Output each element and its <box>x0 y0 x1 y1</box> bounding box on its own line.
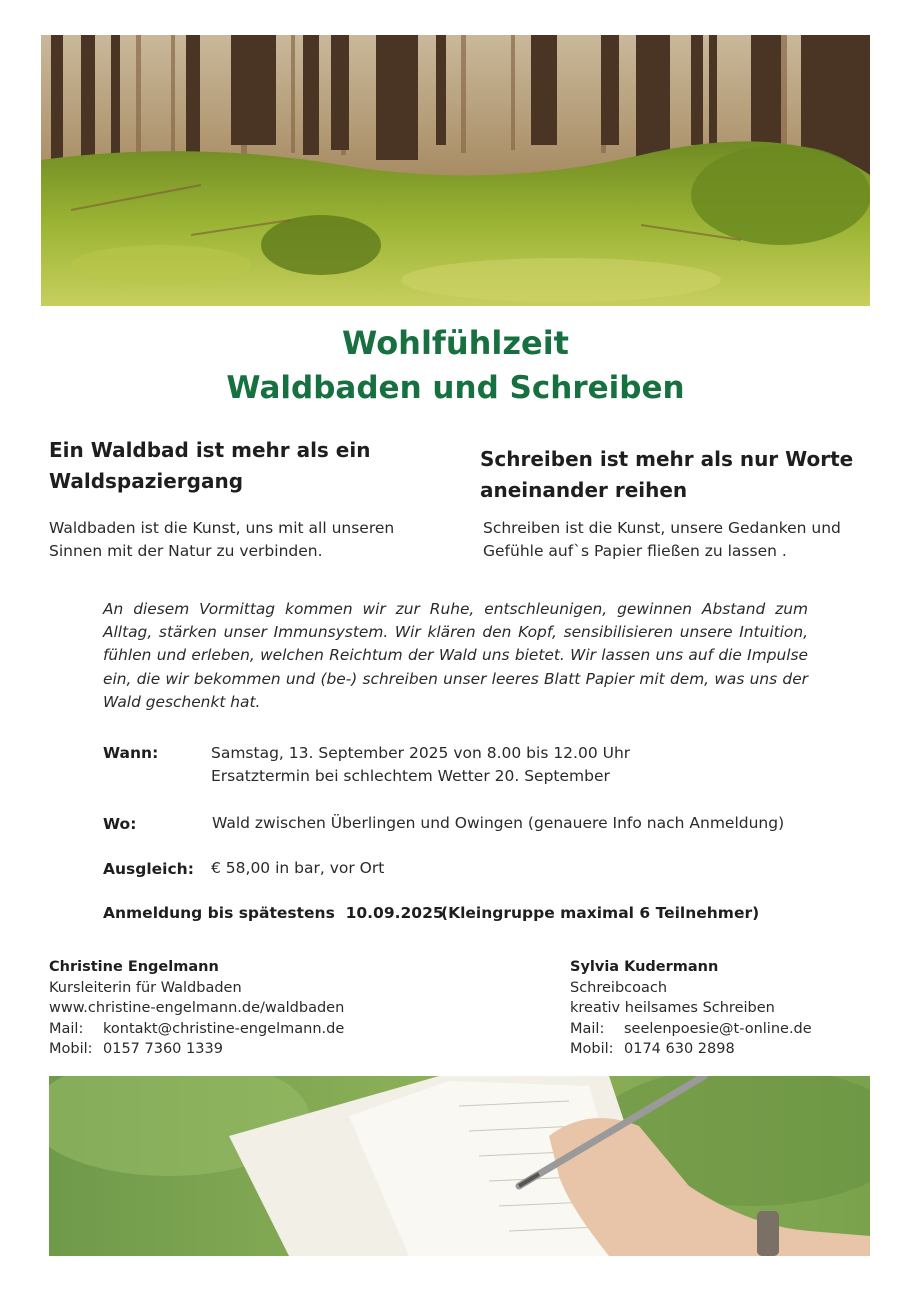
registration-deadline: Anmeldung bis spätestens 10.09.2025 <box>103 904 444 922</box>
wo-label: Wo: <box>103 815 137 833</box>
schreiben-text: Schreiben ist die Kunst, unsere Gedanken und Gefühle auf`s Papier fließen zu lassen . <box>483 519 841 560</box>
phone-label: Mobil: <box>49 1041 93 1058</box>
wann-label: Wann: <box>103 744 159 762</box>
contact-mail-row <box>570 1019 890 1040</box>
contact-name: Christine Engelmann <box>49 959 219 975</box>
contact-website[interactable]: www.christine-engelmann.de/waldbaden <box>49 1000 345 1017</box>
contact-phone: 0174 630 2898 <box>624 1041 735 1058</box>
wo-location: Wald zwischen Überlingen und Owingen (genauere Info nach Anmeldung) <box>212 814 785 832</box>
mail-label: Mail: <box>49 1020 84 1037</box>
group-size-note: (Kleingruppe maximal 6 Teilnehmer) <box>441 904 760 922</box>
page-title: Wohlfühlzeit <box>342 324 569 362</box>
contact-phone-row <box>49 1039 469 1060</box>
writing-photo <box>49 1076 870 1256</box>
contact-name: Sylvia Kudermann <box>570 959 719 975</box>
contact-mail-row <box>49 1019 469 1040</box>
phone-label: Mobil: <box>570 1041 614 1058</box>
forest-photo <box>41 35 870 306</box>
waldbad-heading: Ein Waldbad ist mehr als ein Waldspaziergang <box>49 438 371 493</box>
page-subtitle: Waldbaden und Schreiben <box>226 370 685 406</box>
contact-christine <box>49 957 469 1060</box>
contact-role: Schreibcoach <box>570 979 668 996</box>
schreiben-heading: Schreiben ist mehr als nur Worte aneinander reihen <box>480 447 854 502</box>
wann-alternative-date: Ersatztermin bei schlechtem Wetter 20. September <box>211 767 610 785</box>
contact-mail[interactable]: kontakt@christine-engelmann.de <box>103 1020 345 1037</box>
contact-phone-row <box>570 1039 890 1060</box>
contact-phone: 0157 7360 1339 <box>103 1041 223 1058</box>
intro-paragraph: An diesem Vormittag kommen wir zur Ruhe, entschleunigen, gewinnen Abstand zum Alltag, stärken unser Immunsystem. Wir klären den Kopf, sensibilisieren unsere Intuition, fühlen und erleben, welchen Reichtum der Wald uns bietet. Wir lassen uns auf die Impulse ein, die wir bekommen und (be-) schreiben unser leeres Blatt Papier mit dem, was uns der Wald geschenkt hat. <box>103 600 808 711</box>
contact-tagline: kreativ heilsames Schreiben <box>570 1000 775 1017</box>
contact-sylvia <box>570 957 890 1060</box>
mail-label: Mail: <box>570 1020 605 1037</box>
ausgleich-price: € 58,00 in bar, vor Ort <box>211 859 385 877</box>
waldbad-text: Waldbaden ist die Kunst, uns mit all unseren Sinnen mit der Natur zu verbinden. <box>49 519 395 560</box>
contact-mail[interactable]: seelenpoesie@t-online.de <box>624 1020 812 1037</box>
wann-date: Samstag, 13. September 2025 von 8.00 bis 12.00 Uhr <box>211 744 631 762</box>
ausgleich-label: Ausgleich: <box>103 860 194 878</box>
contact-role: Kursleiterin für Waldbaden <box>49 979 242 996</box>
